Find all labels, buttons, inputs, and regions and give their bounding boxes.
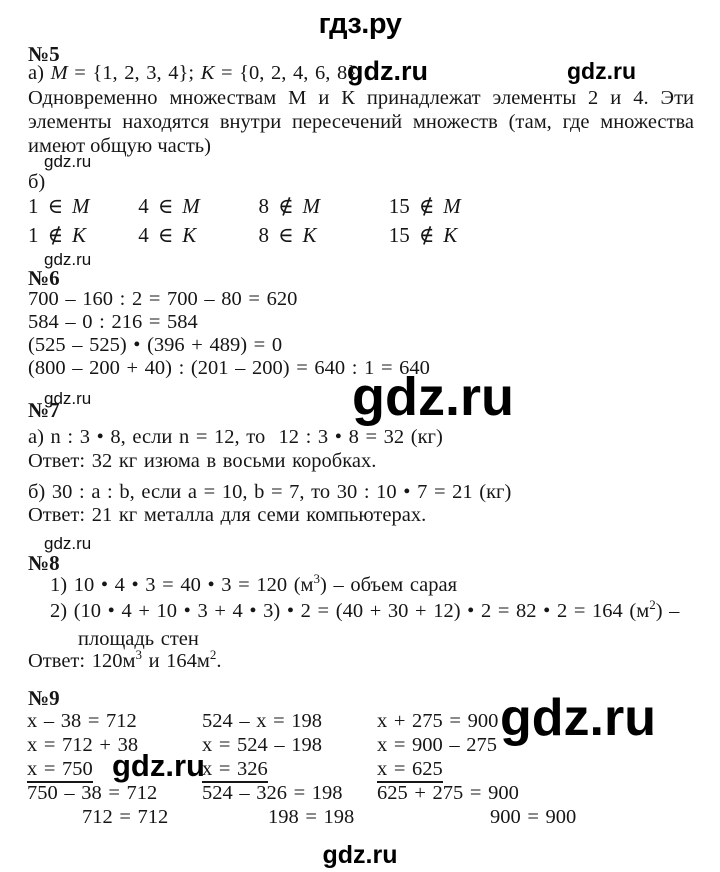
membership-statement: 1 ∉ К xyxy=(28,223,86,247)
problem8-item2: 2) (10 • 4 + 10 • 3 + 4 • 3) • 2 = (40 + 30 + 12) • 2 = 82 • 2 = 164 $(м^2)$ – xyxy=(50,597,680,622)
membership-statement: 15 ∉ M xyxy=(388,194,461,218)
problem9-column-2 xyxy=(202,709,377,829)
equation-line: 712 = 712 xyxy=(82,806,169,828)
membership-statement: 8 ∈ К xyxy=(258,223,317,247)
watermark-gdz-small-3: gdz.ru xyxy=(44,389,92,408)
equation-line-underlined: х = 326 xyxy=(202,757,377,781)
problem7-part-a: а) n : 3 • 8, если n = 12, то 12 : 3 • 8 = 32 (кг) xyxy=(28,426,443,448)
equation-line: 750 – 38 = 712 xyxy=(27,782,158,804)
equation-line: х = 524 – 198 xyxy=(202,734,323,756)
watermark-gdz-footer: gdz.ru xyxy=(322,841,398,869)
problem8-item1: 1) 10 • 4 • 3 = 40 • 3 = 120 $(м^3)$ – объем сарая xyxy=(50,571,458,596)
explanation-line: имеют общую часть) xyxy=(28,135,211,157)
problem5-part-b-label: б) xyxy=(28,171,46,193)
explanation-line: элементы находятся внутри пересечений множеств (там, где множества xyxy=(28,111,694,133)
superscript: 3 xyxy=(313,571,321,587)
watermark-gdz-bold-inline: gdz.ru xyxy=(112,748,205,783)
problem8-item2-continuation: площадь стен xyxy=(78,628,199,650)
equation-line: (800 – 200 + 40) : (201 – 200) = 640 : 1 = 640 xyxy=(28,357,430,379)
watermark-gdz-small-4: gdz.ru xyxy=(44,534,92,553)
problem8-answer: Ответ: $120м^3$ и $164м^2$. xyxy=(28,647,222,672)
equation-line: х + 275 = 900 xyxy=(377,710,499,732)
problem5-membership-table xyxy=(28,192,461,250)
watermark-gdz-small-2: gdz.ru xyxy=(44,250,92,269)
membership-statement: 8 ∉ M xyxy=(258,194,321,218)
equation-line: 524 – х = 198 xyxy=(202,710,323,732)
watermark-gdz-inline-a: gdz.ru xyxy=(347,56,428,86)
watermark-gdz-large-2: gdz.ru xyxy=(500,689,656,747)
problem5-part-a-sets: а) M = {1, 2, 3, 4}; К = {0, 2, 4, 6, 8} xyxy=(28,62,358,84)
equation-line: 524 – 326 = 198 xyxy=(202,782,343,804)
problem8-number: №8 xyxy=(28,551,60,575)
equation-line-underlined: х = 625 xyxy=(377,757,552,781)
problem6-number: №6 xyxy=(28,266,60,290)
explanation-line: Одновременно множествам М и К принадлежат элементы 2 и 4. Эти xyxy=(28,87,694,109)
problem7-answer-b: Ответ: 21 кг металла для семи компьютерах. xyxy=(28,504,427,526)
problem7-number: №7 xyxy=(28,398,60,422)
watermark-gdz-small-1: gdz.ru xyxy=(44,152,92,171)
equation-line: 700 – 160 : 2 = 700 – 80 = 620 xyxy=(28,288,298,310)
equation-line: 625 + 275 = 900 xyxy=(377,782,519,804)
superscript: 2 xyxy=(649,597,656,613)
problem5-number: №5 xyxy=(28,42,60,66)
equation-line: (525 – 525) • (396 + 489) = 0 xyxy=(28,334,283,356)
membership-statement: 4 ∈ К xyxy=(138,223,197,247)
equation-line: х – 38 = 712 xyxy=(27,710,137,732)
problem7-part-b: б) 30 : a : b, если a = 10, b = 7, то 30 : 10 • 7 = 21 (кг) xyxy=(28,481,512,503)
membership-statement: 4 ∈ M xyxy=(138,194,200,218)
set-k-letter: К xyxy=(200,62,215,84)
part-a-label: а) xyxy=(28,62,51,84)
equation-line: 198 = 198 xyxy=(268,806,355,828)
membership-row xyxy=(28,192,461,221)
watermark-gdz-large-1: gdz.ru xyxy=(352,367,514,427)
superscript: 2 xyxy=(209,647,217,663)
equation-line: х = 900 – 275 xyxy=(377,734,498,756)
site-logo-text: гдз.ру xyxy=(318,8,402,40)
equation-line: 584 – 0 : 216 = 584 xyxy=(28,311,198,333)
problem5-explanation xyxy=(28,86,694,158)
set-m-letter: M xyxy=(50,62,68,84)
equation-line: 900 = 900 xyxy=(490,806,577,828)
membership-statement: 1 ∈ M xyxy=(28,194,90,218)
problem7-answer-a: Ответ: 32 кг изюма в восьми коробках. xyxy=(28,450,377,472)
membership-statement: 15 ∉ К xyxy=(388,223,458,247)
superscript: 3 xyxy=(135,647,142,663)
equation-line-underlined: х = 750 xyxy=(27,757,202,781)
equation-line: х = 712 + 38 xyxy=(27,734,139,756)
membership-row xyxy=(28,221,461,250)
problem9-number: №9 xyxy=(28,686,60,710)
watermark-gdz-inline-b: gdz.ru xyxy=(567,58,636,84)
